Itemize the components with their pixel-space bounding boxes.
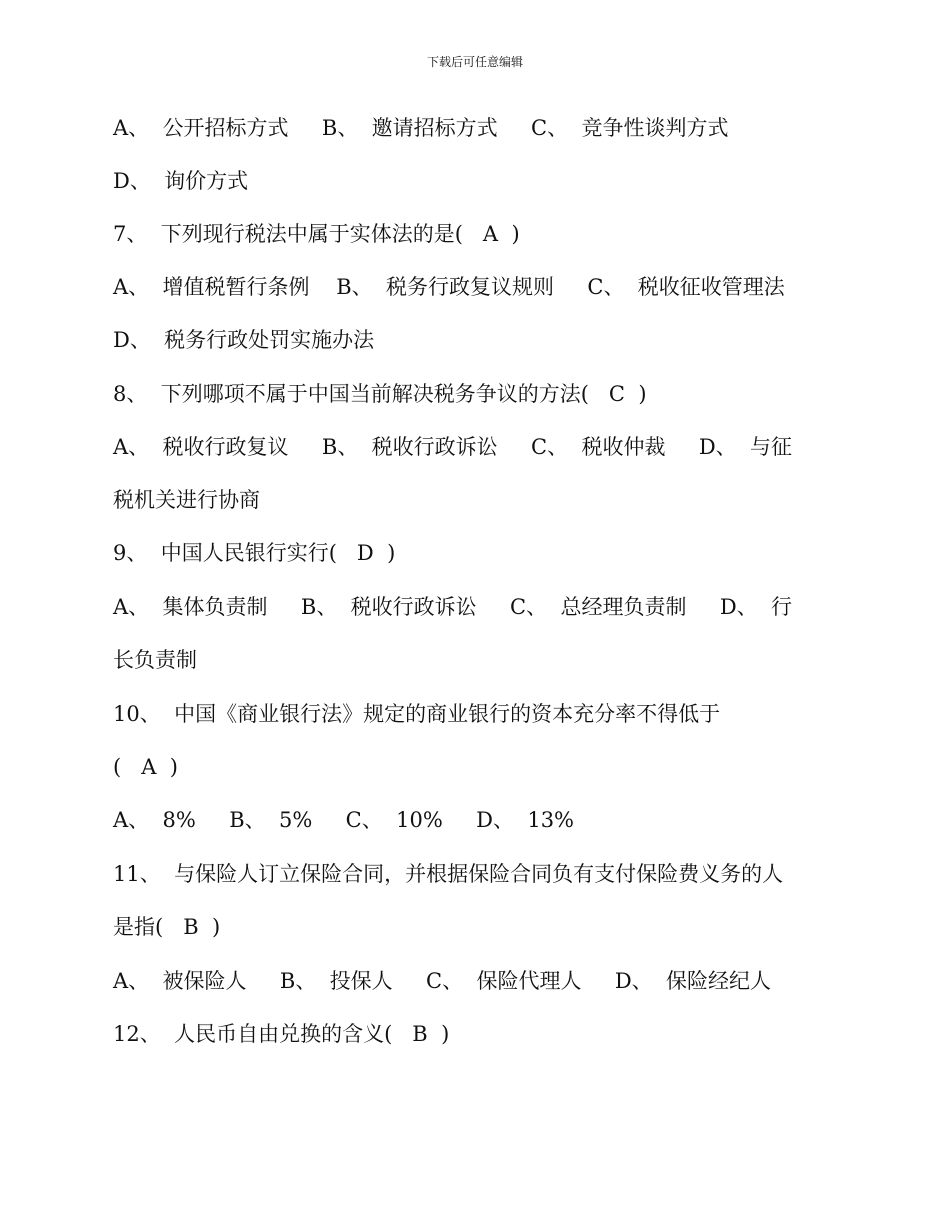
question-10: 10、 中国《商业银行法》规定的商业银行的资本充分率不得低于 [113, 702, 721, 726]
question-8: 8、 下列哪项不属于中国当前解决税务争议的方法( C ) [113, 382, 647, 406]
options-line-q8-continued: 税机关进行协商 [113, 488, 260, 512]
option-d-line-q7: D、 税务行政处罚实施办法 [113, 328, 375, 352]
question-12: 12、 人民币自由兑换的含义( B ) [113, 1022, 450, 1046]
options-line-q7: A、 增值税暂行条例 B、 税务行政复议规则 C、 税收征收管理法 [113, 275, 785, 299]
option-d-line-q6: D、 询价方式 [113, 169, 249, 193]
page-header: 下载后可任意编辑 [426, 55, 523, 69]
options-line-q8: A、 税收行政复议 B、 税收行政诉讼 C、 税收仲裁 D、 与征 [113, 435, 793, 459]
question-11-continued: 是指( B ) [113, 915, 221, 939]
options-line-q10: A、 8% B、 5% C、 10% D、 13% [113, 808, 575, 832]
options-line-q9: A、 集体负责制 B、 税收行政诉讼 C、 总经理负责制 D、 行 [113, 595, 793, 619]
question-11: 11、 与保险人订立保险合同，并根据保险合同负有支付保险费义务的人 [113, 862, 784, 886]
options-line-q6: A、 公开招标方式 B、 邀请招标方式 C、 竞争性谈判方式 [113, 116, 729, 140]
question-7: 7、 下列现行税法中属于实体法的是( A ) [113, 222, 520, 246]
options-line-q11: A、 被保险人 B、 投保人 C、 保险代理人 D、 保险经纪人 [113, 969, 772, 993]
options-line-q9-continued: 长负责制 [113, 648, 197, 672]
question-10-answer: ( A ) [113, 755, 178, 779]
question-9: 9、 中国人民银行实行( D ) [113, 541, 396, 565]
